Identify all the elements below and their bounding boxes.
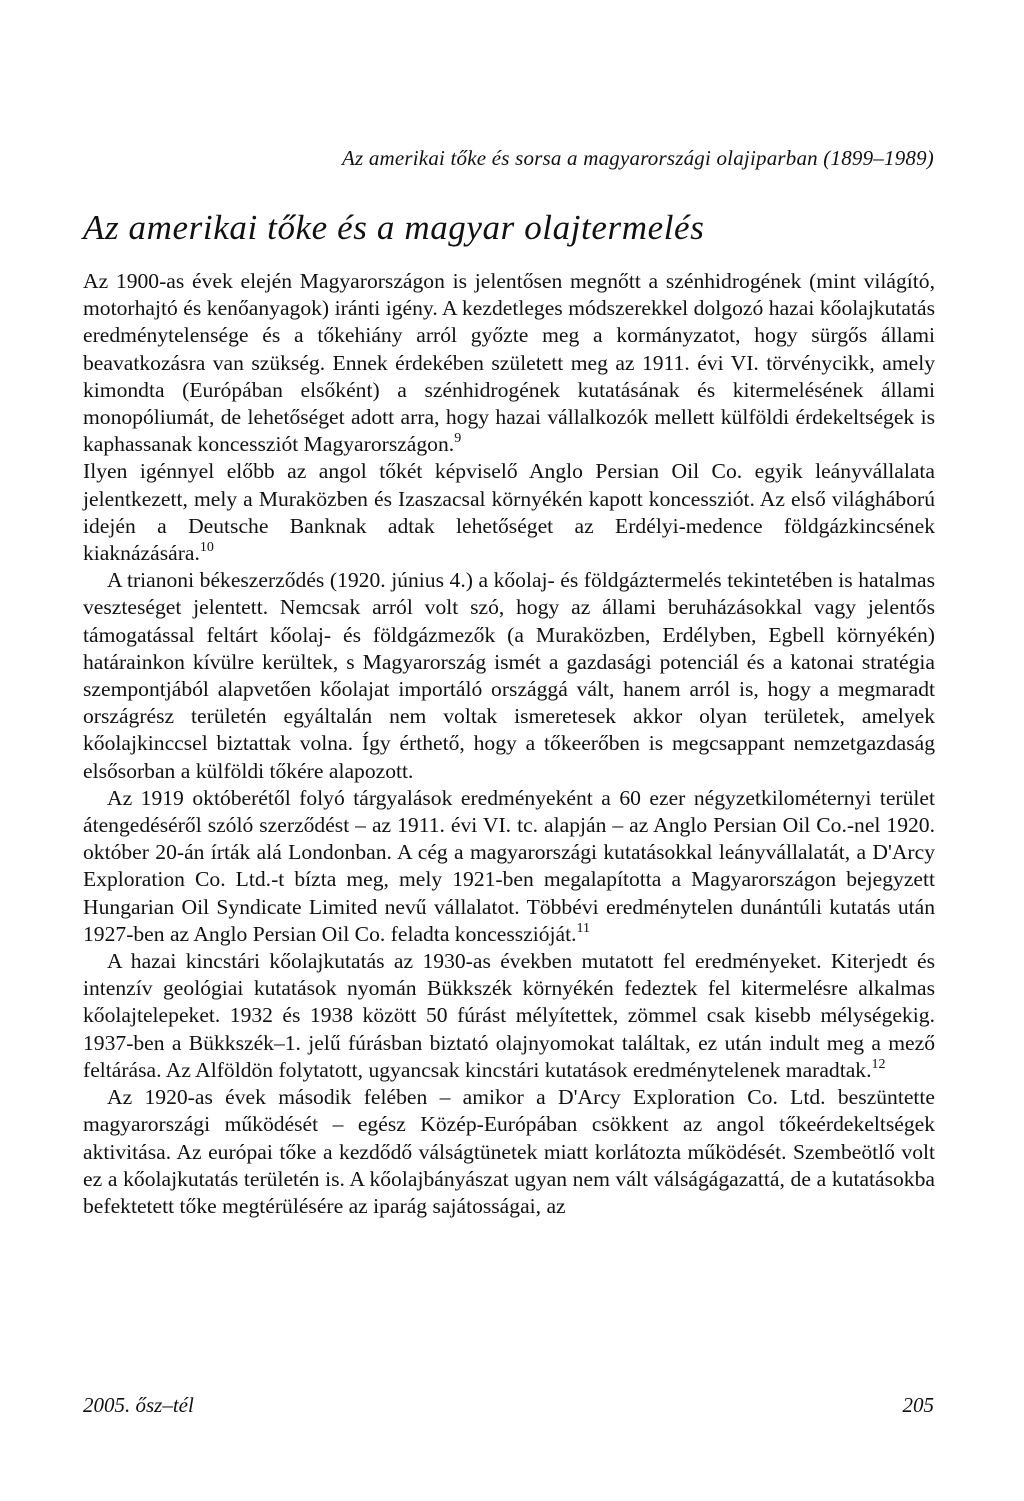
paragraph-text: A trianoni békeszerződés (1920. június 4.) a kőolaj- és földgáztermelés tekintetében is hatalmas veszteséget jelentett. Nemcsak arról volt szó, hogy az állami beruházásokkal vagy jelentős támogatással feltárt kőolaj- és földgázmezők (a Muraközben, Erdélyben, Egbell környékén) határainkon kívülre kerültek, s Magyarország ismét a gazdasági potenciál és a katonai stratégia szempontjából alapvetően kőolajat importáló országgá vált, hanem arról is, hogy a megmaradt országrész területén egyáltalán nem voltak ismeretesek akkor olyan területek, amelyek kőolajkinccsel biztattak volna. Így érthető, hogy a tőkeerőben is megcsappant nemzetgazdaság elsősorban a külföldi tőkére alapozott.: [83, 568, 935, 783]
running-header: Az amerikai tőke és sorsa a magyarországi olajiparban (1899–1989): [341, 146, 934, 170]
footnote-marker: 11: [576, 920, 591, 936]
paragraph-text: A hazai kincstári kőolajkutatás az 1930-as években mutatott fel eredményeket. Kiterjedt és intenzív geológiai kutatások nyomán Bükkszék környékén fedeztek fel kitermelésre alkalmas kőolajtelepeket. 1932 és 1938 között 50 fúrást mélyítettek, zömmel csak kisebb mélységekig. 1937-ben a Bükkszék–1. jelű fúrásban biztató olajnyomokat találtak, ez után indult meg a mező feltárása. Az Alföldön folytatott, ugyancsak kincstári kutatások eredménytelenek maradtak.: [83, 949, 935, 1082]
footnote-marker: 10: [199, 540, 214, 556]
paragraph: [83, 458, 935, 567]
paragraph-text: Az 1920-as évek második felében – amikor a D'Arcy Exploration Co. Ltd. beszüntette magyarországi működését – egész Közép-Európában csökkent az angol tőkeérdekeltségek aktivitása. Az európai tőke a kezdődő válságtünetek miatt korlátozta működését. Szembeötlő volt ez a kőolajkutatás területén is. A kőolajbányászat ugyan nem vált válságágazattá, de a kutatásokba befektetett tőke megtérülésére az iparág sajátosságai, az: [83, 1085, 935, 1218]
paragraph-text: Ilyen igénnyel előbb az angol tőkét képviselő Anglo Persian Oil Co. egyik leányvállalata jelentkezett, mely a Muraközben és Izaszacsal környékén kapott koncessziót. Az első világháború idején a Deutsche Banknak adtak lehetőséget az Erdélyi-medence földgázkincsének kiaknázására.: [83, 459, 935, 566]
paragraph-text: Az 1919 októberétől folyó tárgyalások eredményeként a 60 ezer négyzetkilométernyi terület átengedéséről szóló szerződést – az 1911. évi VI. tc. alapján – az Anglo Persian Oil Co.-nel 1920. október 20-án írták alá Londonban. A cég a magyarországi kutatásokkal leányvállalatát, a D'Arcy Exploration Co. Ltd.-t bízta meg, mely 1921-ben megalapította a Magyarországon bejegyzett Hungarian Oil Syndicate Limited nevű vállalatot. Többévi eredménytelen dunántúli kutatás után 1927-ben az Anglo Persian Oil Co. feladta koncesszióját.: [83, 785, 935, 946]
article-body: [83, 268, 935, 1220]
footnote-marker: 9: [454, 431, 462, 447]
footnote-marker: 12: [871, 1056, 886, 1072]
paragraph: [83, 268, 935, 458]
paragraph: [83, 1084, 935, 1220]
paragraph: [83, 567, 935, 785]
paragraph: [83, 785, 935, 948]
chapter-title: Az amerikai tőke és a magyar olajtermelés: [83, 208, 705, 247]
page-number: 205: [902, 1393, 934, 1417]
footer-issue: 2005. ősz–tél: [83, 1393, 194, 1417]
paragraph: [83, 948, 935, 1084]
paragraph-text: Az 1900-as évek elején Magyarországon is jelentősen megnőtt a szénhidrogének (mint világító, motorhajtó és kenőanyagok) iránti igény. A kezdetleges módszerekkel dolgozó hazai kőolajkutatás eredménytelensége és a tőkehiány arról győzte meg a kormányzatot, hogy sürgős állami beavatkozásra van szükség. Ennek érdekében született meg az 1911. évi VI. törvénycikk, amely kimondta (Európában elsőként) a szénhidrogének kutatásának és kitermelésének állami monopóliumát, de lehetőséget adott arra, hogy hazai vállalkozók mellett külföldi érdekeltségek is kaphassanak koncessziót Magyarországon.: [83, 269, 935, 457]
